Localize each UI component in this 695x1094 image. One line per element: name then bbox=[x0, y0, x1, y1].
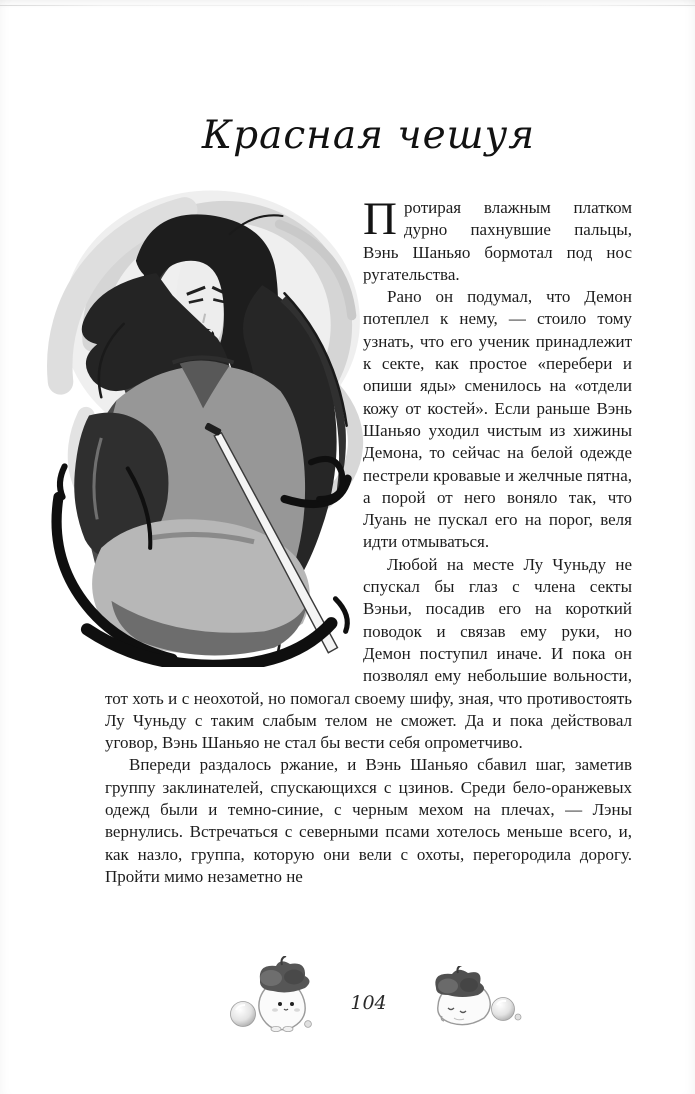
illustration-wrap-spacer bbox=[105, 197, 363, 667]
paragraph-text: ротирая влажным платком дурно пахнувшие пальцы, Вэнь Шаньяо бормотал под нос ругательства. bbox=[363, 198, 632, 284]
drop-cap: П bbox=[363, 193, 397, 245]
leaf-hat bbox=[260, 956, 310, 992]
page-top-edge bbox=[0, 5, 695, 6]
body-text bbox=[105, 193, 632, 888]
page-number: 104 bbox=[350, 992, 387, 1014]
footer-hamster-right-illustration bbox=[418, 966, 528, 1034]
paragraph: Рано он подумал, что Демон потеплел к нему, — стоило тому узнать, что его ученик принадлежит к секте, как простое «перебери и опиши яды» сменилось на «отдели кожу от костей». Если раньше Вэнь Шаньяо уходил чистым из хижины Демона, то сейчас на белой одежде пестрели кровавые и желчные пятна, а порой от него воняло так, что Луань не пускал его на порог, веля идти отмываться. bbox=[363, 287, 632, 552]
leaf-hat bbox=[435, 966, 484, 997]
small-pearl-icon bbox=[515, 1014, 521, 1020]
small-pearl-icon bbox=[305, 1021, 312, 1028]
footer bbox=[0, 952, 695, 1047]
paragraph: Любой на месте Лу Чуньду не спускал бы глаз с члена секты Вэньи, посадив его на короткий поводок и связав ему руки, но Демон поступил иначе. И пока он позволял ему небольшие вольности, тот хоть и с неохотой, но помогал своему шифу, зная, что противостоять Лу Чуньду с таким слабым телом не сможет. Да и пока действовал уговор, Вэнь Шаньяо не стал бы вести себя опрометчиво. bbox=[105, 554, 632, 753]
chapter-title: Красная чешуя bbox=[201, 113, 536, 158]
paragraph: Впереди раздалось ржание, и Вэнь Шаньяо сбавил шаг, заметив группу заклинателей, спускающихся с цзинов. Среди бело-оранжевых одежд были и темно-синие, с черным мехом на плечах, — Лэны вернулись. Встречаться с северными псами хотелось меньше всего, и, как назло, группа, которую они вели с охоты, перегородила дорогу. Пройти мимо незаметно не bbox=[105, 755, 632, 886]
